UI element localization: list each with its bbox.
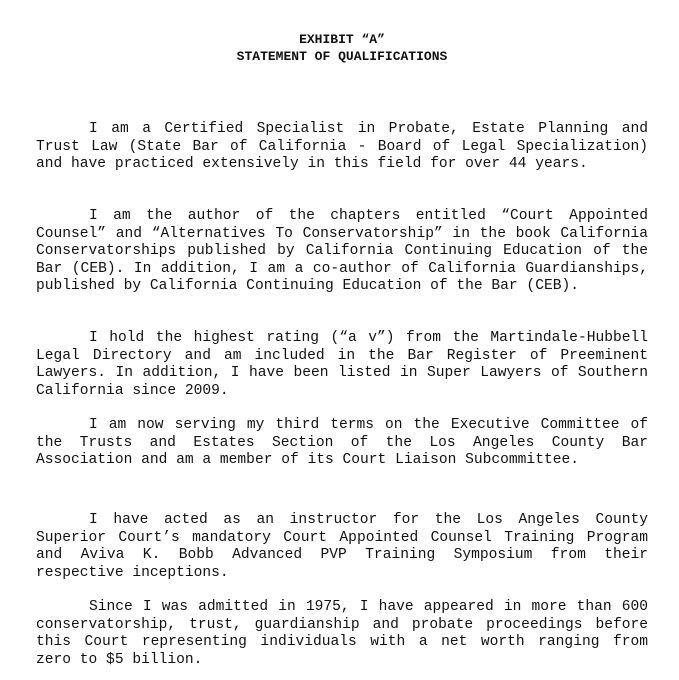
paragraph-instructor: I have acted as an instructor for the Los Angeles County Superior Court’s mandatory Court Appointed Counsel Training Program and Aviva K. Bobb Advanced PVP Training Symposium from their respective inceptions. — [36, 512, 648, 581]
paragraph-authorship: I am the author of the chapters entitled “Court Appointed Counsel” and “Alternatives To Conservatorship” in the book California Conservatorships published by California Continuing Education of the Bar (CEB). In addition, I am a co-author of California Guardianships, published by California Continuing Education of the Bar (CEB). — [36, 208, 648, 295]
paragraph-ratings: I hold the highest rating (“a v”) from the Martindale-Hubbell Legal Directory and am included in the Bar Register of Preeminent Lawyers. In addition, I have been listed in Super Lawyers of Southern California since 2009. — [36, 330, 648, 399]
paragraph-committee: I am now serving my third terms on the Executive Committee of the Trusts and Estates Section of the Los Angeles County Bar Association and am a member of its Court Liaison Subcommittee. — [36, 417, 648, 469]
paragraph-experience: Since I was admitted in 1975, I have appeared in more than 600 conservatorship, trust, guardianship and probate proceedings before this Court representing individuals with a net worth ranging from zero to $5 billion. — [36, 599, 648, 668]
paragraph-certification: I am a Certified Specialist in Probate, Estate Planning and Trust Law (State Bar of California - Board of Legal Specialization) and have practiced extensively in this field for over 44 years. — [36, 121, 648, 173]
statement-title: STATEMENT OF QUALIFICATIONS — [236, 49, 448, 64]
exhibit-heading: EXHIBIT “A” — [299, 32, 385, 47]
